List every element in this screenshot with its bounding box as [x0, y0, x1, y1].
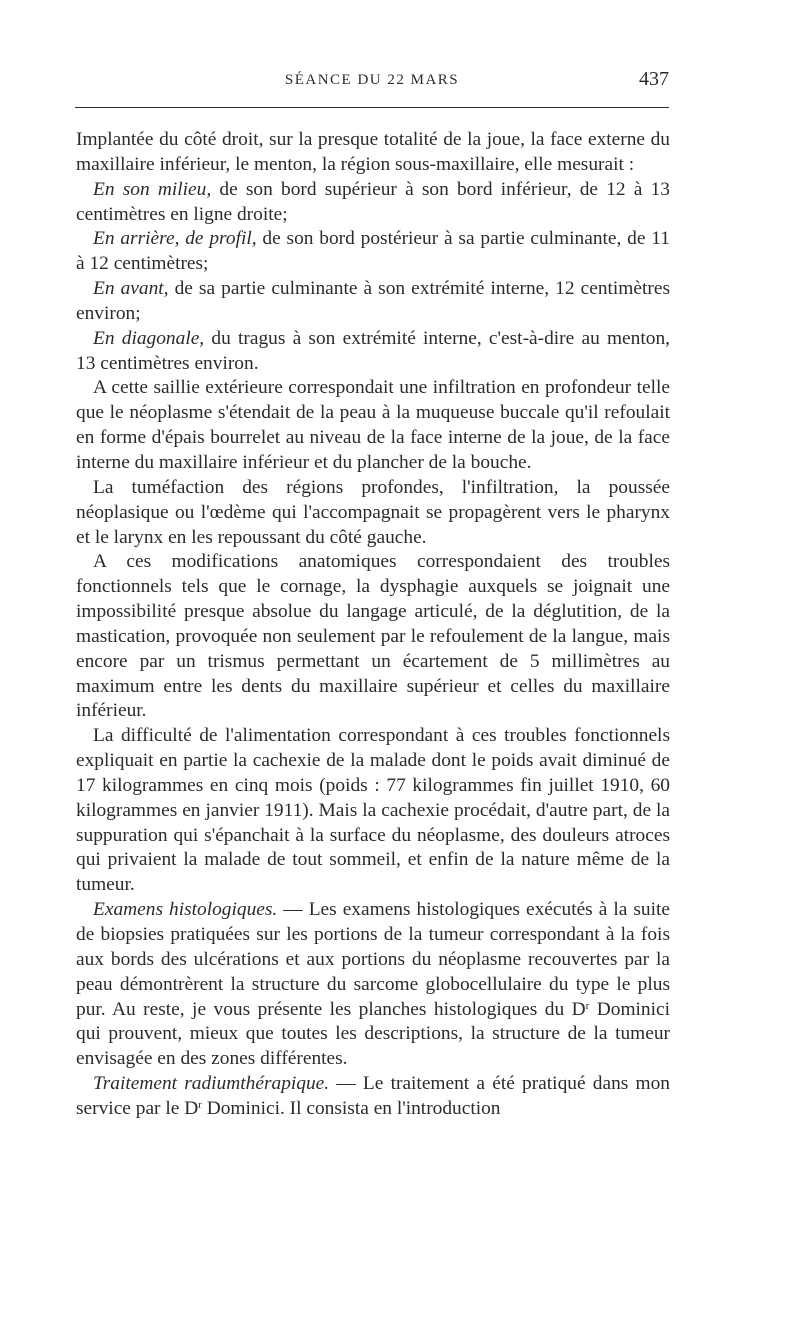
page-header	[75, 64, 669, 94]
paragraph	[76, 724, 670, 898]
text-run: de son bord postérieur à sa partie culminante, de 11 à 12 centimètres;	[76, 228, 670, 275]
paragraph	[76, 128, 670, 178]
superscript: r	[198, 1098, 202, 1111]
text-run: Dominici. Il consista en l'introduction	[201, 1097, 501, 1119]
text-run: A ces modifications anatomiques correspondaient des troubles fonctionnels tels que le cornage, la dysphagie auxquels se joignait une impossibilité presque absolue du langage articulé, de la déglutition, de la mastication, provoquée non seulement par le refoulement de la langue, mais encore par un trismus permettant un écartement de 5 millimètres au maximum entre les dents du maxillaire supérieur et celles du maxillaire inférieur.	[76, 551, 670, 722]
text-run: — Le traitement a été pratiqué dans mon service par le D	[76, 1073, 670, 1119]
italic-heading: En arrière, de profil,	[93, 228, 257, 250]
paragraph	[76, 1072, 670, 1122]
italic-heading: En avant,	[93, 278, 169, 300]
text-run: Implantée du côté droit, sur la presque totalité de la joue, la face externe du maxillaire inférieur, le menton, la région sous-maxillaire, elle mesurait :	[76, 129, 670, 175]
italic-heading: Traitement radiumthérapique.	[93, 1073, 330, 1095]
text-run: de son bord supérieur à son bord inférieur, de 12 à 13 centimètres en ligne droite;	[76, 178, 670, 225]
italic-heading: En diagonale,	[93, 327, 205, 349]
header-rule	[75, 107, 669, 108]
text-run: La difficulté de l'alimentation correspondant à ces troubles fonctionnels expliquait en partie la cachexie de la malade dont le poids avait diminué de 17 kilogrammes en cinq mois (poids : 77 kilogrammes fin juillet 1910, 60 kilogrammes en janvier 1911). Mais la cachexie procédait, d'autre part, de la suppuration qui s'épanchait à la surface du néoplasme, des douleurs atroces qui privaient la malade de tout sommeil, et enfin de la nature même de la tumeur.	[76, 725, 670, 896]
paragraph	[76, 476, 670, 551]
italic-heading: En son milieu,	[93, 178, 212, 200]
running-title: SÉANCE DU 22 MARS	[284, 72, 460, 88]
text-run: Dominici qui prouvent, mieux que toutes les descriptions, la structure de la tumeur envisagée en des zones différentes.	[76, 998, 670, 1070]
text-run: du tragus à son extrémité interne, c'est-à-dire au menton, 13 centimètres environ.	[76, 327, 670, 374]
superscript: r	[585, 999, 590, 1012]
paragraph	[76, 550, 670, 724]
text-run: — Les examens histologiques exécutés à la suite de biopsies pratiquées sur les portions de la tumeur correspondant à la fois aux bords des ulcérations et aux portions du néoplasme recouvertes par la peau démontrèrent la structure du sarcome globocellulaire du type le plus pur. Au reste, je vous présente les planches histologiques du D	[76, 899, 670, 1020]
body-text	[76, 128, 670, 1122]
italic-heading: Examens histologiques.	[93, 899, 278, 921]
text-run: La tuméfaction des régions profondes, l'infiltration, la poussée néoplasique ou l'œdème qui l'accompagnait se propagèrent vers le pharynx et le larynx en les repoussant du côté gauche.	[76, 476, 670, 548]
paragraph	[76, 376, 670, 475]
paragraph	[76, 898, 670, 1072]
text-run: de sa partie culminante à son extrémité interne, 12 centimètres environ;	[76, 278, 670, 324]
page-number: 437	[639, 68, 669, 90]
paragraph	[76, 178, 670, 228]
paragraph	[76, 327, 670, 377]
paragraph	[76, 227, 670, 277]
paragraph	[76, 277, 670, 327]
text-run: A cette saillie extérieure correspondait une infiltration en profondeur telle que le néoplasme s'étendait de la peau à la muqueuse buccale qu'il refoulait en forme d'épais bourrelet au niveau de la face interne de la joue, de la face interne du maxillaire inférieur et du plancher de la bouche.	[76, 377, 670, 473]
